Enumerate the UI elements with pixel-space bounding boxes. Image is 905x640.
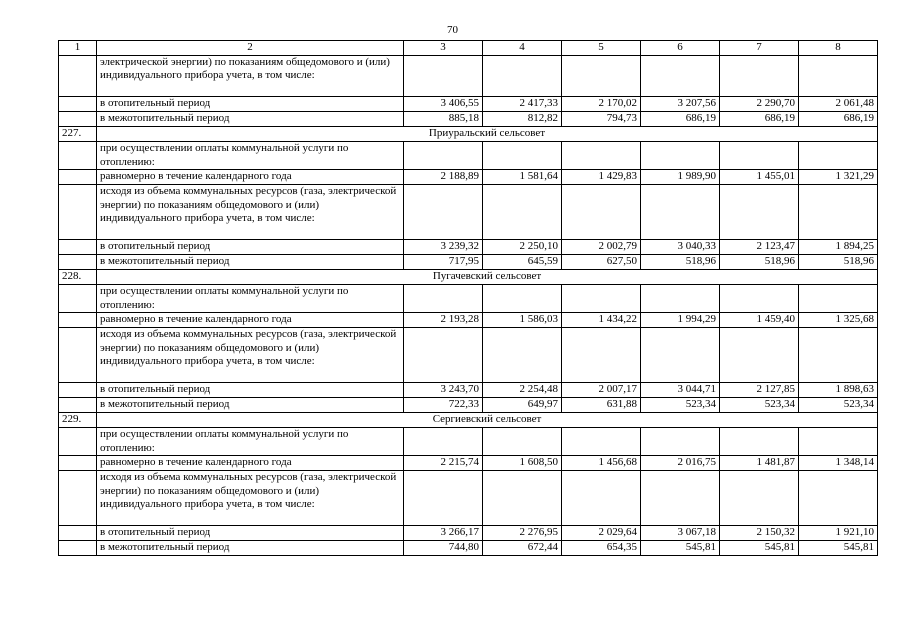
empty-cell	[404, 471, 483, 526]
value-cell: 672,44	[483, 541, 562, 556]
row-label: в отопительный период	[97, 240, 404, 255]
value-cell: 2 123,47	[720, 240, 799, 255]
index-cell	[59, 541, 97, 556]
value-cell: 686,19	[641, 112, 720, 127]
value-cell: 3 207,56	[641, 97, 720, 112]
description-text: исходя из объема коммунальных ресурсов (газа, электрической энергии) по показаниям общедомового и (или) индивидуального прибора учета, в том числе:	[97, 471, 404, 526]
index-cell	[59, 383, 97, 398]
value-cell: 2 276,95	[483, 526, 562, 541]
description-row	[59, 285, 878, 313]
empty-cell	[483, 471, 562, 526]
section-number: 229.	[59, 413, 97, 428]
index-cell	[59, 170, 97, 185]
row-label: в отопительный период	[97, 97, 404, 112]
index-cell	[59, 285, 97, 313]
value-cell: 523,34	[720, 398, 799, 413]
empty-cell	[483, 185, 562, 240]
column-header: 7	[720, 41, 799, 56]
value-cell: 518,96	[799, 255, 878, 270]
value-cell: 794,73	[562, 112, 641, 127]
section-row	[59, 127, 878, 142]
value-cell: 2 193,28	[404, 313, 483, 328]
empty-cell	[483, 328, 562, 383]
column-header: 6	[641, 41, 720, 56]
value-cell: 2 254,48	[483, 383, 562, 398]
empty-cell	[483, 285, 562, 313]
value-cell: 3 406,55	[404, 97, 483, 112]
empty-cell	[799, 428, 878, 456]
row-label: в межотопительный период	[97, 541, 404, 556]
value-cell: 2 002,79	[562, 240, 641, 255]
index-cell	[59, 112, 97, 127]
empty-cell	[720, 285, 799, 313]
table-row	[59, 383, 878, 398]
empty-cell	[483, 428, 562, 456]
value-cell: 1 898,63	[799, 383, 878, 398]
description-text: при осуществлении оплаты коммунальной услуги по отоплению:	[97, 428, 404, 456]
index-cell	[59, 55, 97, 97]
value-cell: 1 456,68	[562, 456, 641, 471]
row-label: равномерно в течение календарного года	[97, 170, 404, 185]
empty-cell	[641, 428, 720, 456]
value-cell: 627,50	[562, 255, 641, 270]
value-cell: 812,82	[483, 112, 562, 127]
description-text: исходя из объема коммунальных ресурсов (газа, электрической энергии) по показаниям общедомового и (или) индивидуального прибора учета, в том числе:	[97, 328, 404, 383]
empty-cell	[720, 55, 799, 97]
value-cell: 545,81	[799, 541, 878, 556]
value-cell: 3 239,32	[404, 240, 483, 255]
column-header: 2	[97, 41, 404, 56]
empty-cell	[404, 55, 483, 97]
empty-cell	[641, 285, 720, 313]
value-cell: 2 016,75	[641, 456, 720, 471]
empty-cell	[641, 185, 720, 240]
description-row	[59, 185, 878, 240]
section-number: 227.	[59, 127, 97, 142]
value-cell: 3 040,33	[641, 240, 720, 255]
table-row	[59, 255, 878, 270]
value-cell: 722,33	[404, 398, 483, 413]
index-cell	[59, 428, 97, 456]
row-label: в отопительный период	[97, 526, 404, 541]
column-header: 8	[799, 41, 878, 56]
value-cell: 2 215,74	[404, 456, 483, 471]
column-header: 5	[562, 41, 641, 56]
description-text: при осуществлении оплаты коммунальной услуги по отоплению:	[97, 285, 404, 313]
header-row	[59, 41, 878, 56]
value-cell: 1 586,03	[483, 313, 562, 328]
empty-cell	[404, 328, 483, 383]
empty-cell	[562, 185, 641, 240]
value-cell: 2 150,32	[720, 526, 799, 541]
index-cell	[59, 471, 97, 526]
row-label: в отопительный период	[97, 383, 404, 398]
empty-cell	[641, 471, 720, 526]
value-cell: 1 921,10	[799, 526, 878, 541]
row-label: в межотопительный период	[97, 112, 404, 127]
empty-cell	[720, 428, 799, 456]
table-row	[59, 526, 878, 541]
row-label: равномерно в течение календарного года	[97, 313, 404, 328]
empty-cell	[562, 285, 641, 313]
index-cell	[59, 328, 97, 383]
empty-cell	[641, 142, 720, 170]
empty-cell	[483, 55, 562, 97]
description-text: при осуществлении оплаты коммунальной услуги по отоплению:	[97, 142, 404, 170]
value-cell: 645,59	[483, 255, 562, 270]
empty-cell	[799, 328, 878, 383]
value-cell: 545,81	[641, 541, 720, 556]
table-body	[59, 41, 878, 556]
column-header: 1	[59, 41, 97, 56]
table-row	[59, 456, 878, 471]
empty-cell	[483, 142, 562, 170]
section-row	[59, 270, 878, 285]
description-row	[59, 428, 878, 456]
value-cell: 1 481,87	[720, 456, 799, 471]
value-cell: 2 029,64	[562, 526, 641, 541]
value-cell: 1 581,64	[483, 170, 562, 185]
value-cell: 649,97	[483, 398, 562, 413]
table-row	[59, 541, 878, 556]
value-cell: 686,19	[799, 112, 878, 127]
value-cell: 2 290,70	[720, 97, 799, 112]
empty-cell	[799, 55, 878, 97]
index-cell	[59, 185, 97, 240]
value-cell: 518,96	[720, 255, 799, 270]
empty-cell	[720, 185, 799, 240]
section-number: 228.	[59, 270, 97, 285]
empty-cell	[404, 285, 483, 313]
empty-cell	[562, 55, 641, 97]
value-cell: 3 044,71	[641, 383, 720, 398]
value-cell: 545,81	[720, 541, 799, 556]
empty-cell	[404, 185, 483, 240]
index-cell	[59, 526, 97, 541]
value-cell: 1 434,22	[562, 313, 641, 328]
value-cell: 523,34	[641, 398, 720, 413]
value-cell: 1 325,68	[799, 313, 878, 328]
empty-cell	[562, 328, 641, 383]
value-cell: 1 989,90	[641, 170, 720, 185]
value-cell: 3 266,17	[404, 526, 483, 541]
empty-cell	[562, 428, 641, 456]
index-cell	[59, 456, 97, 471]
description-row	[59, 142, 878, 170]
description-text: электрической энергии) по показаниям общедомового и (или) индивидуального прибора учета, в том числе:	[97, 55, 404, 97]
empty-cell	[641, 328, 720, 383]
value-cell: 2 188,89	[404, 170, 483, 185]
value-cell: 686,19	[720, 112, 799, 127]
value-cell: 1 348,14	[799, 456, 878, 471]
value-cell: 2 061,48	[799, 97, 878, 112]
section-row	[59, 413, 878, 428]
section-title: Пугачевский сельсовет	[97, 270, 878, 285]
table-row	[59, 398, 878, 413]
empty-cell	[720, 328, 799, 383]
description-row	[59, 471, 878, 526]
index-cell	[59, 313, 97, 328]
value-cell: 2 170,02	[562, 97, 641, 112]
value-cell: 3 243,70	[404, 383, 483, 398]
empty-cell	[720, 142, 799, 170]
table-row	[59, 97, 878, 112]
value-cell: 1 429,83	[562, 170, 641, 185]
empty-cell	[404, 428, 483, 456]
value-cell: 2 007,17	[562, 383, 641, 398]
value-cell: 631,88	[562, 398, 641, 413]
table-row	[59, 112, 878, 127]
value-cell: 744,80	[404, 541, 483, 556]
empty-cell	[641, 55, 720, 97]
column-header: 4	[483, 41, 562, 56]
tariff-table	[58, 40, 878, 556]
index-cell	[59, 142, 97, 170]
empty-cell	[404, 142, 483, 170]
description-row	[59, 55, 878, 97]
empty-cell	[720, 471, 799, 526]
row-label: равномерно в течение календарного года	[97, 456, 404, 471]
empty-cell	[799, 285, 878, 313]
section-title: Приуральский сельсовет	[97, 127, 878, 142]
table-row	[59, 313, 878, 328]
empty-cell	[799, 185, 878, 240]
section-title: Сергиевский сельсовет	[97, 413, 878, 428]
value-cell: 523,34	[799, 398, 878, 413]
empty-cell	[799, 471, 878, 526]
value-cell: 1 459,40	[720, 313, 799, 328]
description-text: исходя из объема коммунальных ресурсов (газа, электрической энергии) по показаниям общедомового и (или) индивидуального прибора учета, в том числе:	[97, 185, 404, 240]
index-cell	[59, 97, 97, 112]
value-cell: 1 455,01	[720, 170, 799, 185]
value-cell: 2 127,85	[720, 383, 799, 398]
table-row	[59, 170, 878, 185]
column-header: 3	[404, 41, 483, 56]
row-label: в межотопительный период	[97, 255, 404, 270]
value-cell: 654,35	[562, 541, 641, 556]
empty-cell	[562, 471, 641, 526]
row-label: в межотопительный период	[97, 398, 404, 413]
empty-cell	[562, 142, 641, 170]
value-cell: 2 250,10	[483, 240, 562, 255]
value-cell: 2 417,33	[483, 97, 562, 112]
value-cell: 1 894,25	[799, 240, 878, 255]
index-cell	[59, 240, 97, 255]
page-number: 70	[447, 24, 458, 36]
index-cell	[59, 398, 97, 413]
description-row	[59, 328, 878, 383]
table-row	[59, 240, 878, 255]
value-cell: 1 608,50	[483, 456, 562, 471]
value-cell: 518,96	[641, 255, 720, 270]
value-cell: 885,18	[404, 112, 483, 127]
index-cell	[59, 255, 97, 270]
value-cell: 1 994,29	[641, 313, 720, 328]
value-cell: 717,95	[404, 255, 483, 270]
empty-cell	[799, 142, 878, 170]
value-cell: 1 321,29	[799, 170, 878, 185]
value-cell: 3 067,18	[641, 526, 720, 541]
